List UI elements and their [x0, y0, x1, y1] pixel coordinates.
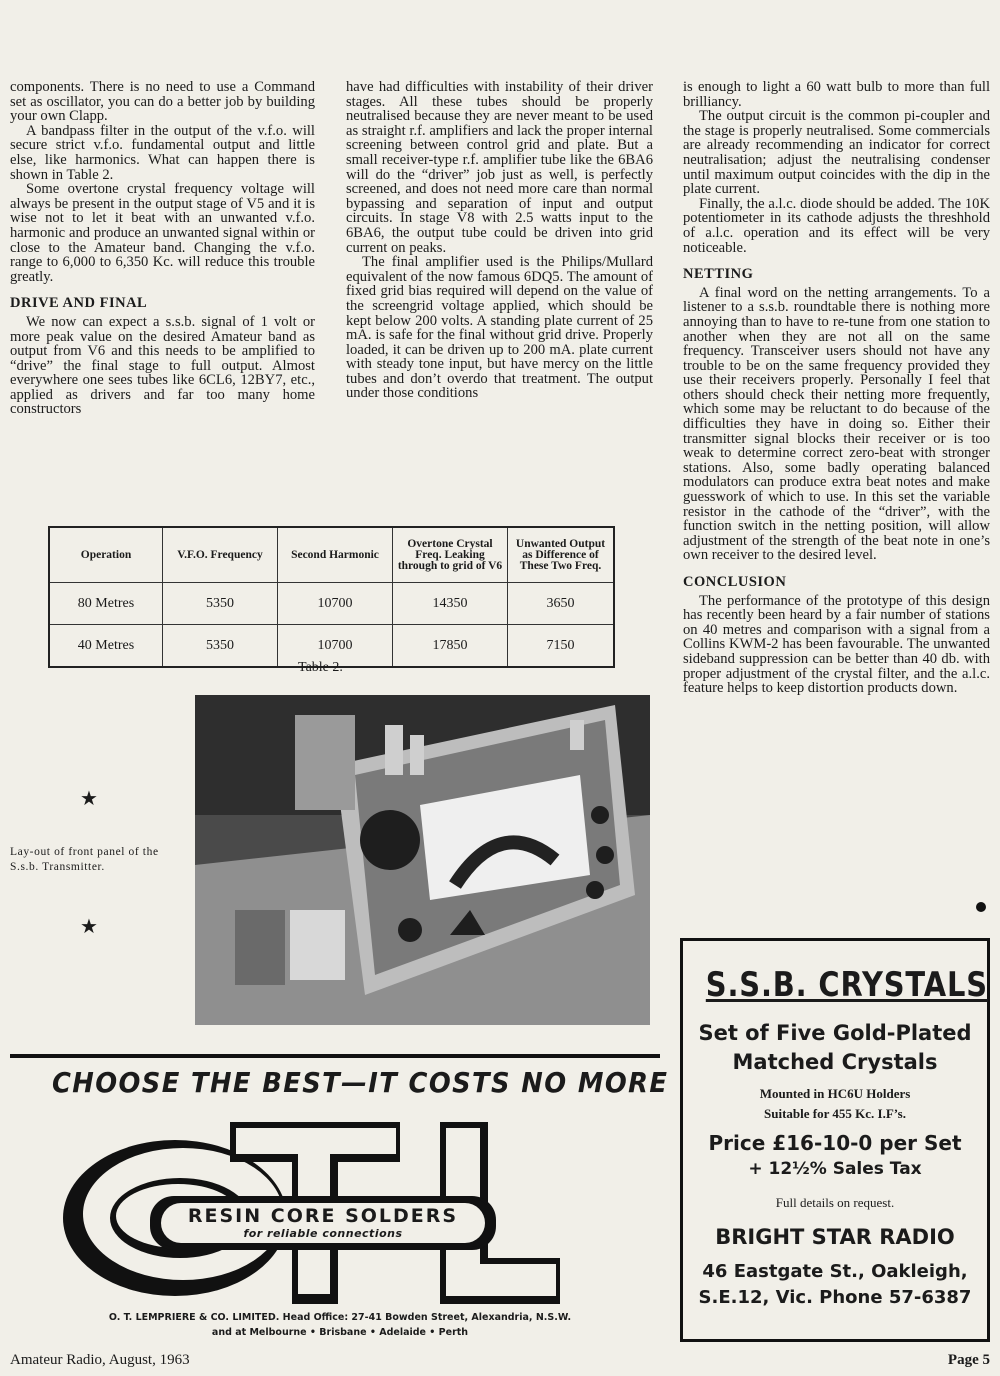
paragraph: We now can expect a s.s.b. signal of 1 volt or more peak value on the desired Amateur band as output from V6 and this needs to be amplified to “drive” the final stage to full output. Almost everywhere one sees tubes like 6CL6, 12BY7, etc., applied as drivers and far too many home constructors — [10, 313, 315, 418]
ad-details: Full details on request. — [775, 1195, 895, 1210]
ssb-crystals-advertisement — [680, 938, 990, 1342]
table-cell: 40 Metres — [49, 625, 163, 668]
table-cell: 5350 — [163, 583, 278, 625]
page-number: Page 5 — [947, 1352, 990, 1368]
paragraph: components. There is no need to use a Command set as oscillator, you can do a better job by building your own Clapp. — [10, 79, 315, 125]
paragraph: The output circuit is the common pi-coupler and the stage is properly neutralised. Some commercials are already recommending an indicator for correct neutralisation; adjust the neutralising condenser until maximum output coincides with the dip in the plate current. — [683, 108, 990, 198]
table-cell: 7150 — [508, 625, 615, 668]
star-icon: ★ — [80, 916, 98, 938]
ad-company: BRIGHT STAR RADIO — [715, 1225, 955, 1249]
table-header-row — [49, 527, 614, 583]
article-column-2 — [346, 80, 653, 401]
frequency-table — [48, 526, 615, 668]
transmitter-photo — [195, 695, 650, 1025]
table-header-cell: Overtone Crystal Freq. Leaking through to grid of V6 — [393, 527, 508, 583]
ad-tax: + 12½% Sales Tax — [748, 1159, 922, 1179]
article-column-3 — [683, 80, 990, 696]
table-caption: Table 2. — [298, 660, 343, 675]
company-address — [80, 1310, 600, 1340]
ad-line: Suitable for 455 Kc. I.F’s. — [764, 1106, 906, 1121]
band-subtitle: for reliable connections — [243, 1227, 403, 1240]
star-icon: ★ — [80, 788, 98, 810]
paragraph: have had difficulties with instability of their driver stages. All these tubes should be properly neutralised because they are never meant to be used as straight r.f. amplifiers and lack the proper internal screening between control grid and plate. But a small receiver-type r.f. amplifier tube like the 6BA6 will do the “driver” job just as well, is perfectly screened, and does not need more care than normal bypassing and separation of input and output circuits. In stage V8 with 2.5 watts input to the 6BA6, the output tube could be driven into grid current on peaks. — [346, 79, 653, 256]
table-cell: 17850 — [393, 625, 508, 668]
ad-headline: CHOOSE THE BEST—IT COSTS NO MORE — [52, 1066, 669, 1099]
otl-solder-advertisement — [10, 1054, 669, 1344]
paragraph: is enough to light a 60 watt bulb to more than full brilliancy. — [683, 79, 990, 110]
ad-price: Price £16-10-0 per Set — [708, 1131, 962, 1155]
publication-footer: Amateur Radio, August, 1963 — [10, 1352, 190, 1368]
photo-caption: Lay-out of front panel of the S.s.b. Transmitter. — [10, 846, 159, 873]
ad-address: S.E.12, Vic. Phone 57-6387 — [698, 1287, 972, 1308]
table-cell: 3650 — [508, 583, 615, 625]
article-column-1 — [10, 80, 315, 417]
ad-title: S.S.B. CRYSTALS — [705, 965, 988, 1005]
table-header-cell: Unwanted Output as Difference of These Two Freq. — [508, 527, 615, 583]
ad-line: Mounted in HC6U Holders — [759, 1086, 911, 1101]
divider — [10, 1054, 660, 1058]
ad-address: 46 Eastgate St., Oakleigh, — [702, 1261, 968, 1282]
table-cell: 5350 — [163, 625, 278, 668]
address-line: and at Melbourne • Brisbane • Adelaide • Perth — [211, 1327, 469, 1338]
table-cell: 80 Metres — [49, 583, 163, 625]
paragraph: The performance of the prototype of this design has recently been heard by a fair number of stations on 40 metres and comparison with a signal from a Collins KWM-2 has been favourable. The unwanted sideband suppression can be better than 40 db. with proper adjustment of the crystal filter, and the a.l.c. feature helps to keep distortion products down. — [683, 592, 990, 697]
resin-core-band — [150, 1196, 496, 1250]
section-heading-conclusion: CONCLUSION — [683, 574, 787, 590]
address-line: O. T. LEMPRIERE & CO. LIMITED. Head Office: 27-41 Bowden Street, Alexandria, N.S.W. — [108, 1312, 572, 1323]
section-heading-netting: NETTING — [683, 266, 754, 283]
table-cell: 10700 — [278, 583, 393, 625]
band-title: RESIN CORE SOLDERS — [187, 1205, 459, 1227]
ad-line: Matched Crystals — [732, 1050, 938, 1074]
table-header-cell: Second Harmonic — [278, 527, 393, 583]
end-of-article-bullet-icon — [976, 902, 986, 912]
table-cell: 14350 — [393, 583, 508, 625]
paragraph: The final amplifier used is the Philips/Mullard equivalent of the now famous 6DQ5. The amount of fixed grid bias required will depend on the value of the screengrid voltage applied, which should be kept below 200 volts. A standing plate current of 25 mA. is safe for the final without grid drive. Properly loaded, it can be driven up to 200 mA. plate current with steady tone input, but have mercy on the little tubes and don’t overdo that treatment. The output under those conditions — [346, 254, 653, 402]
section-heading-drive-and-final: DRIVE AND FINAL — [10, 295, 148, 312]
paragraph: A final word on the netting arrangements. To a listener to a s.s.b. roundtable there is nothing more annoying than to have to re-tune from one station to another when they are not all on the same frequency. Transceiver users should not have any trouble to be on the same frequency provided they use their receivers properly. Personally I feel that others should check their netting more frequently, which some may be reluctant to do because of the difficulties they have in doing so. Either their transmitter signal blocks their receiver or is too weak to determine correct zero-beat with stronger stations. Also, some badly operating balanced modulators can produce extra beat notes and make guesswork of which to use. In this set the variable resistor in the cathode of the “driver”, with the function switch in the netting position, will allow adjustment of the strength of the beat note in one’s own receiver to the desired level. — [683, 284, 990, 564]
paragraph: Some overtone crystal frequency voltage will always be present in the output stage of V5 and it is wise not to let it beat with an unwanted v.f.o. harmonic and produce an unwanted signal within or close to the Amateur band. Changing the v.f.o. range to 6,000 to 6,350 Kc. will reduce this trouble greatly. — [10, 181, 315, 285]
table-cell: 10700 — [278, 625, 393, 668]
table-header-cell: V.F.O. Frequency — [163, 527, 278, 583]
table-header-cell: Operation — [49, 527, 163, 583]
paragraph: A bandpass filter in the output of the v.f.o. will secure strict v.f.o. fundamental output and little else, like harmonics. What can happen there is shown in Table 2. — [10, 122, 315, 183]
paragraph: Finally, the a.l.c. diode should be added. The 10K potentiometer in its cathode adjusts the threshhold of a.l.c. operation and its effect will be very noticeable. — [683, 195, 990, 256]
ad-line: Set of Five Gold-Plated — [698, 1021, 972, 1045]
table-row — [49, 583, 614, 625]
